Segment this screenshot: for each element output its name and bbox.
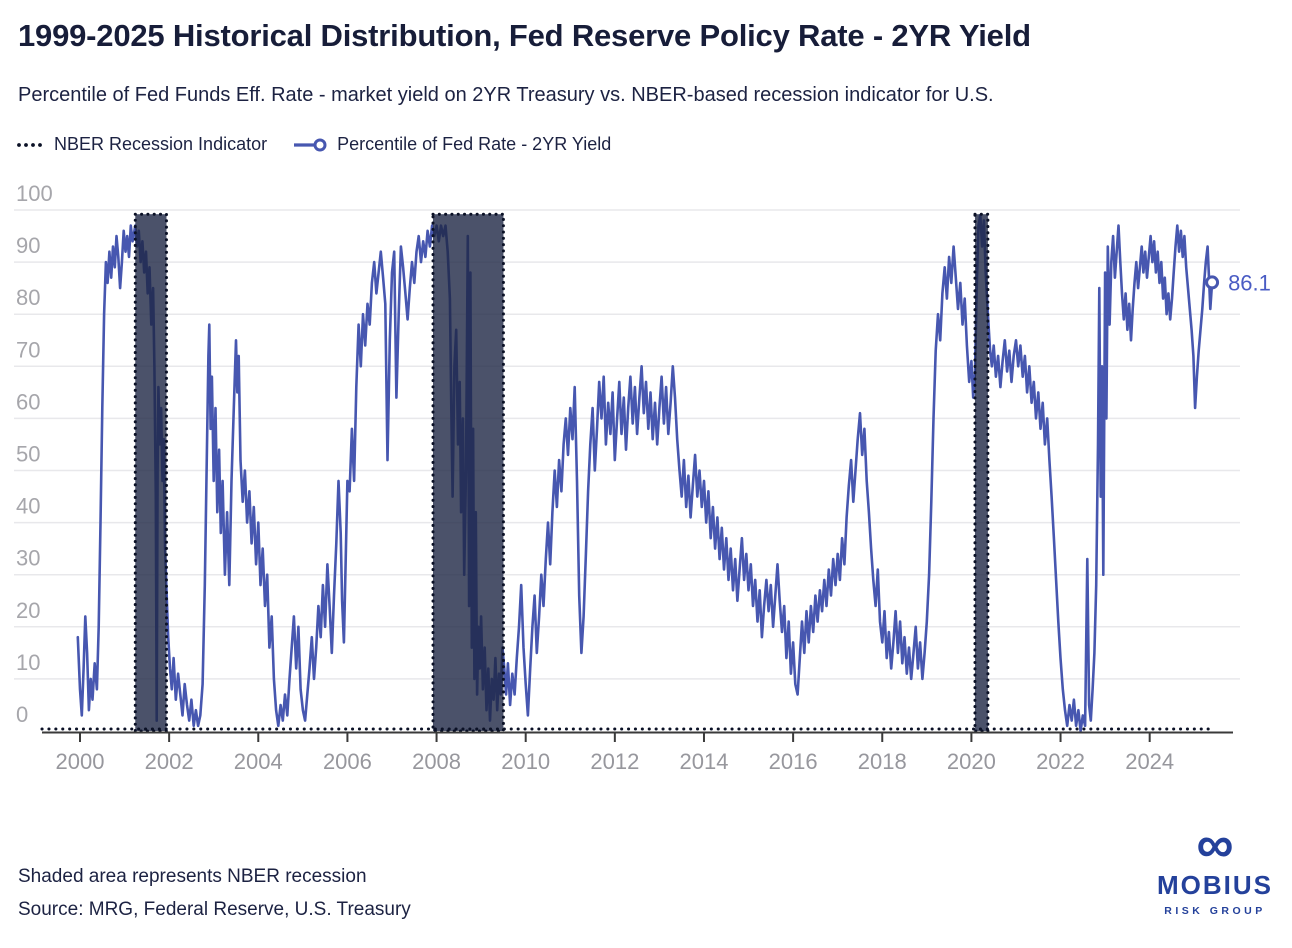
infinity-icon: ∞: [1196, 816, 1234, 874]
svg-text:86.1: 86.1: [1228, 270, 1271, 296]
svg-text:10: 10: [16, 649, 41, 675]
svg-text:60: 60: [16, 389, 41, 415]
svg-text:40: 40: [16, 493, 41, 519]
svg-text:2020: 2020: [946, 749, 996, 774]
svg-text:100: 100: [16, 181, 53, 206]
svg-text:0: 0: [16, 702, 29, 727]
svg-text:2016: 2016: [768, 749, 818, 774]
logo-subname: RISK GROUP: [1164, 905, 1266, 917]
svg-text:90: 90: [16, 233, 41, 259]
svg-text:2024: 2024: [1125, 749, 1175, 774]
svg-text:2000: 2000: [55, 749, 105, 774]
svg-text:70: 70: [16, 337, 41, 363]
svg-text:2014: 2014: [679, 749, 729, 774]
svg-text:2002: 2002: [144, 749, 194, 774]
legend-nber-label: NBER Recession Indicator: [54, 134, 268, 154]
chart-title: 1999-2025 Historical Distribution, Fed Reserve Policy Rate - 2YR Yield: [18, 18, 1031, 53]
svg-text:50: 50: [16, 441, 41, 467]
svg-text:30: 30: [16, 545, 41, 571]
svg-text:2012: 2012: [590, 749, 640, 774]
svg-text:2008: 2008: [412, 749, 462, 774]
logo-name: MOBIUS: [1157, 870, 1273, 900]
svg-text:2022: 2022: [1036, 749, 1086, 774]
legend-percentile-label: Percentile of Fed Rate - 2YR Yield: [337, 134, 612, 154]
svg-text:2006: 2006: [322, 749, 372, 774]
svg-text:20: 20: [16, 597, 41, 623]
svg-text:2018: 2018: [857, 749, 907, 774]
footer-source: Source: MRG, Federal Reserve, U.S. Treasury: [18, 899, 411, 920]
footer-note: Shaded area represents NBER recession: [18, 866, 367, 887]
mobius-logo: [1140, 816, 1290, 917]
svg-text:2004: 2004: [233, 749, 283, 774]
chart-subtitle: Percentile of Fed Funds Eff. Rate - market yield on 2YR Treasury vs. NBER-based recession indicator for U.S.: [18, 84, 994, 106]
svg-text:80: 80: [16, 285, 41, 311]
svg-text:2010: 2010: [501, 749, 551, 774]
